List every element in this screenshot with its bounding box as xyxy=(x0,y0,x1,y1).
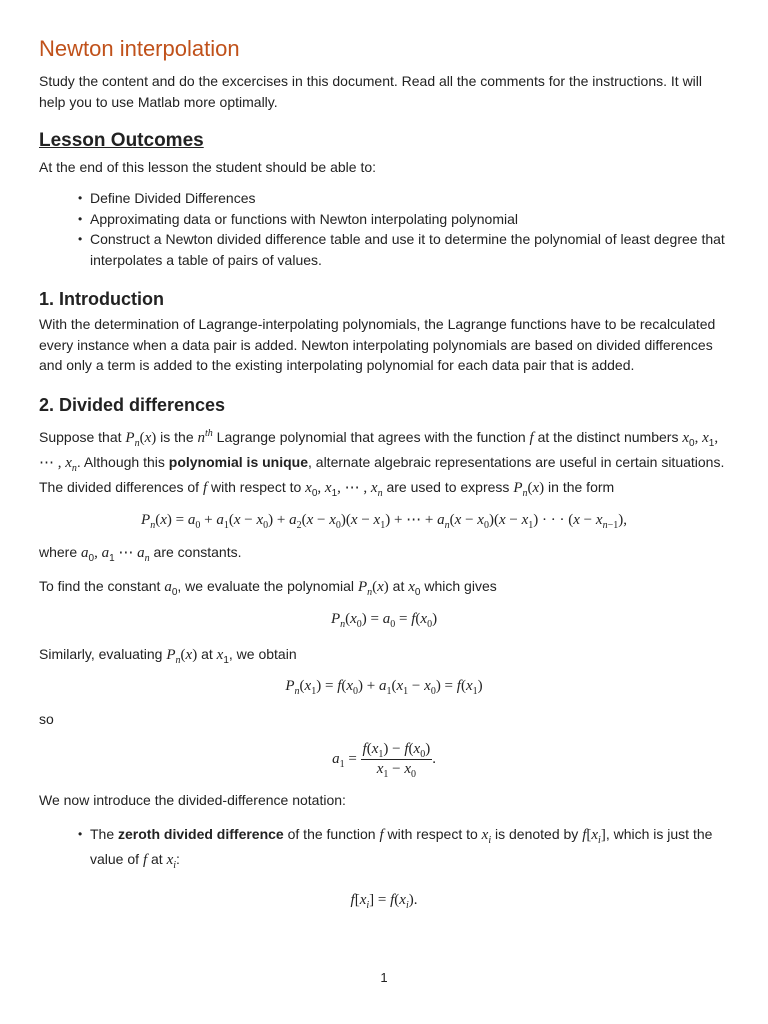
a1-evaluation-equation: $P_n(x_1) = f(x_0) + a_1(x_1 - x_0) = f(x_1)$ xyxy=(285,678,483,697)
where-constants-text: where $a_0$, $a_1$ ⋯ $a_n$ are constants. xyxy=(39,544,242,564)
list-item: • Construct a Newton divided difference table and use it to determine the polynomial of least degree that interpolates a table of pairs of values. xyxy=(78,229,728,270)
page-number: 1 xyxy=(380,970,388,985)
so-text: so xyxy=(39,711,54,727)
a1-fraction-equation: $a_1$ = $\frac{f(x_1) - f(x_0)}{x_1 - x_0}$ . xyxy=(332,741,436,780)
notation-intro-text: We now introduce the divided-difference notation: xyxy=(39,792,346,808)
page-title: Newton interpolation xyxy=(39,36,240,61)
introduction-paragraph: With the determination of Lagrange-interpolating polynomials, the Lagrange functions have to be recalculated every instance when a data pair is added. Newton interpolating polynomials are based on divided differences and only a term is added to the existing interpolating polynomial for each data pair that is added. xyxy=(39,316,716,373)
notation-list xyxy=(78,822,728,872)
outcomes-lead: At the end of this lesson the student should be able to: xyxy=(39,159,377,175)
find-constant-text: To find the constant $a_0$, we evaluate the polynomial $P_n(x)$ at $x_0$ which gives xyxy=(39,578,497,598)
list-item: • Define Divided Differences xyxy=(78,188,728,209)
section-heading-divided-differences: 2. Divided differences xyxy=(39,395,226,415)
divided-differences-paragraph: Suppose that $P_n(x)$ is the $n^{th}$ Lagrange polynomial that agrees with the function f at the distinct numbers $x_0$, $x_1$, ⋯ , $x_n$. Although this polynomial is unique, alternate algebraic representations are useful in certain situations. The divided differences of f with respect to $x_0$, $x_1$, ⋯ , $x_n$ are used to express $P_n(x)$ in the form xyxy=(39,428,725,499)
intro-paragraph: Study the content and do the excercises in this document. Read all the comments for the instructions. It will help you to use Matlab more optimally. xyxy=(39,73,703,110)
zeroth-difference-equation: $f[x_i] = f(x_i)$. xyxy=(350,892,418,911)
section-heading-introduction: 1. Introduction xyxy=(39,289,164,309)
outcomes-heading: Lesson Outcomes xyxy=(39,130,204,151)
list-item: • The zeroth divided difference of the function f with respect to $x_i$ is denoted by $f[x_i]$, which is just the value of f at $x_i$: xyxy=(78,822,728,872)
list-item: • Approximating data or functions with Newton interpolating polynomial xyxy=(78,209,728,230)
newton-form-equation: $P_n(x) = a_0 + a_1(x - x_0) + a_2(x - x_0)(x - x_1)$ + ⋯ + $a_n(x - x_0)(x - x_1)$ · · · $(x - x_{n-1})$, xyxy=(141,512,627,531)
a0-equation: $P_n(x_0) = a_0 = f(x_0)$ xyxy=(330,611,438,630)
outcomes-list xyxy=(78,188,728,270)
similarly-text: Similarly, evaluating $P_n(x)$ at $x_1$, we obtain xyxy=(39,646,297,666)
